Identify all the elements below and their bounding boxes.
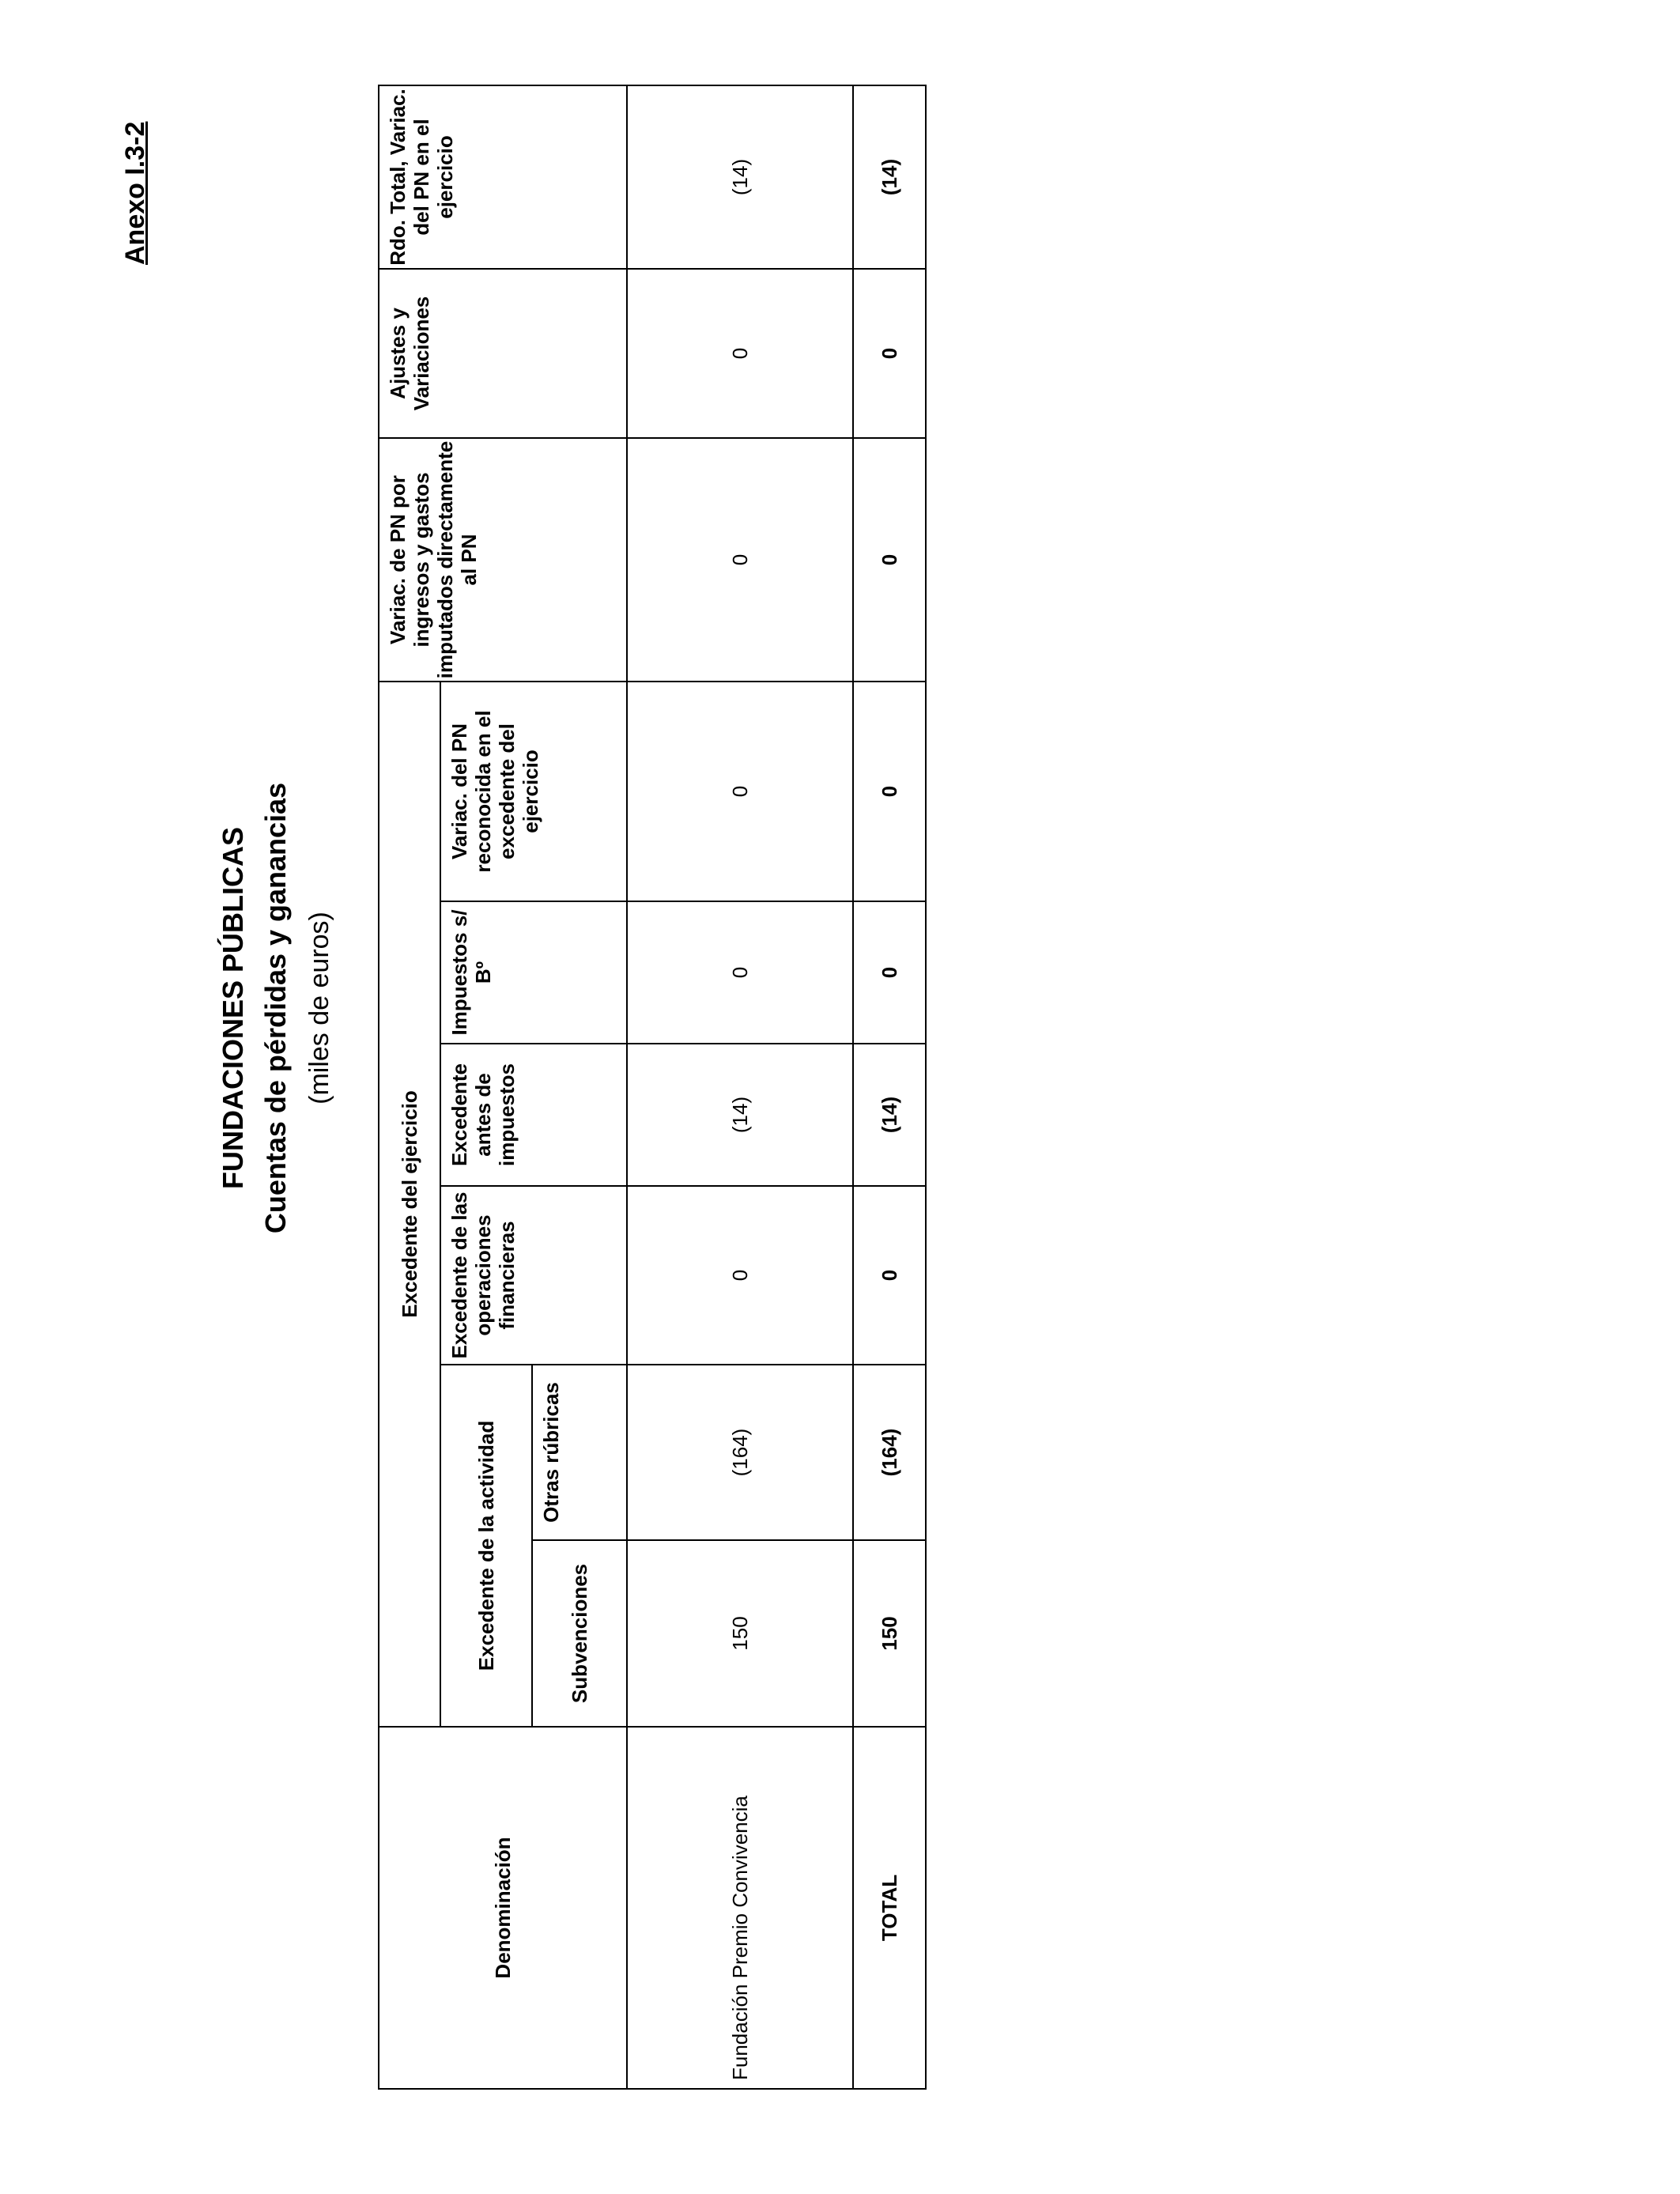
header-ajustes: Ajustes y Variaciones (379, 269, 627, 438)
total-excedente-operaciones: 0 (853, 1186, 926, 1365)
cell-subvenciones: 150 (627, 1540, 853, 1727)
total-otras-rubricas: (164) (853, 1365, 926, 1540)
total-variac-pn-ingresos: 0 (853, 438, 926, 682)
header-row-1 (379, 85, 440, 2089)
header-variac-pn-ingresos: Variac. de PN por ingresos y gastos imputados directamente al PN (379, 438, 627, 682)
cell-variac-excedente: 0 (627, 682, 853, 901)
cell-ajustes: 0 (627, 269, 853, 438)
total-label: TOTAL (853, 1727, 926, 2089)
income-statement-table (378, 85, 927, 2090)
header-excedente-ejercicio: Excedente del ejercicio (379, 682, 440, 1727)
report-subtitle: Cuentas de pérdidas y ganancias (259, 782, 292, 1234)
total-row (853, 85, 926, 2089)
header-variac-excedente: Variac. del PN reconocida en el excedente del ejercicio (440, 682, 627, 901)
header-otras-rubricas: Otras rúbricas (532, 1365, 627, 1540)
header-rdo-total: Rdo. Total, Variac. del PN en el ejercicio (379, 85, 627, 269)
total-variac-excedente: 0 (853, 682, 926, 901)
cell-variac-pn-ingresos: 0 (627, 438, 853, 682)
report-units: (miles de euros) (304, 912, 334, 1105)
report-title: FUNDACIONES PÚBLICAS (217, 827, 249, 1190)
header-subvenciones: Subvenciones (532, 1540, 627, 1727)
cell-excedente-antes: (14) (627, 1044, 853, 1186)
header-impuestos: Impuestos s/ Bº (440, 901, 627, 1044)
annex-label: Anexo I.3-2 (120, 121, 150, 265)
header-excedente-antes: Excedente antes de impuestos (440, 1044, 627, 1186)
header-excedente-operaciones: Excedente de las operaciones financieras (440, 1186, 627, 1365)
total-impuestos: 0 (853, 901, 926, 1044)
header-denominacion: Denominación (379, 1727, 627, 2089)
total-excedente-antes: (14) (853, 1044, 926, 1186)
cell-denominacion: Fundación Premio Convivencia (627, 1727, 853, 2089)
total-subvenciones: 150 (853, 1540, 926, 1727)
table-row (627, 85, 853, 2089)
title-block (212, 296, 342, 1720)
total-rdo-total: (14) (853, 85, 926, 269)
cell-excedente-operaciones: 0 (627, 1186, 853, 1365)
header-excedente-actividad: Excedente de la actividad (440, 1365, 532, 1727)
cell-rdo-total: (14) (627, 85, 853, 269)
total-ajustes: 0 (853, 269, 926, 438)
cell-impuestos: 0 (627, 901, 853, 1044)
cell-otras-rubricas: (164) (627, 1365, 853, 1540)
